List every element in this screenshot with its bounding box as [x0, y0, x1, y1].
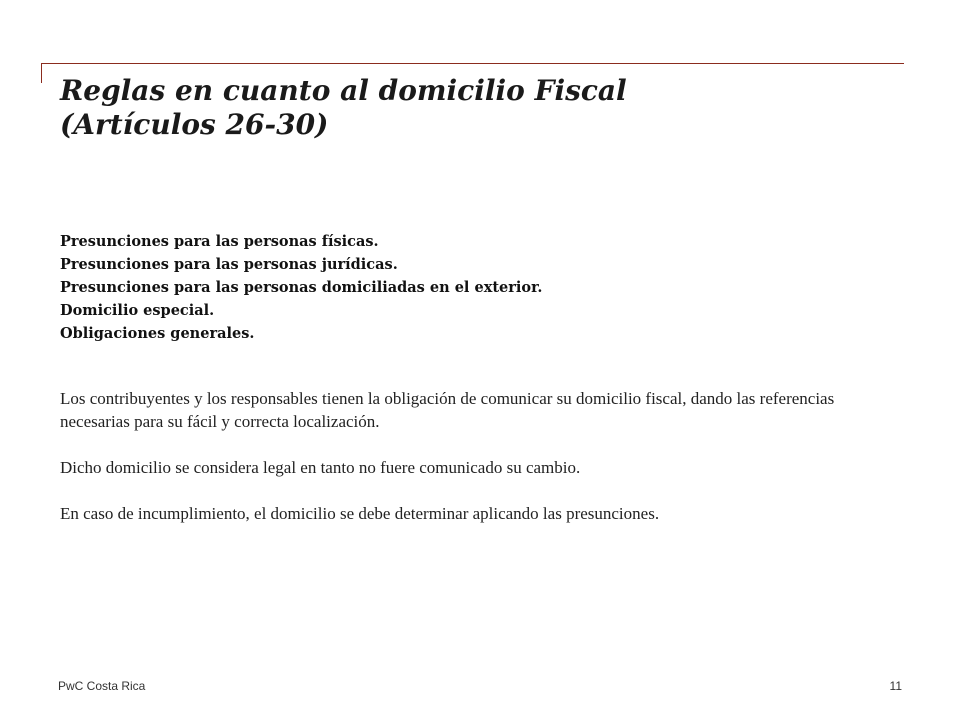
paragraph-obligation: Los contribuyentes y los responsables tienen la obligación de comunicar su domicilio fiscal, dando las referencias necesarias para su fácil y correcta localización. [60, 389, 835, 431]
slide-title-line-2: (Artículos 26-30) [60, 108, 329, 141]
page-number: 11 [889, 679, 902, 693]
presumptions-list [60, 230, 542, 345]
footer-company: PwC Costa Rica [58, 679, 146, 693]
list-item: Domicilio especial. [60, 302, 215, 319]
header-rule-corner [41, 63, 42, 83]
paragraph-legal: Dicho domicilio se considera legal en tanto no fuere comunicado su cambio. [60, 458, 581, 477]
header-rule [41, 63, 904, 64]
slide-title-line-1: Reglas en cuanto al domicilio Fiscal [60, 74, 627, 107]
list-item: Presunciones para las personas físicas. [60, 233, 379, 250]
list-item: Obligaciones generales. [60, 325, 255, 342]
list-item: Presunciones para las personas domiciliadas en el exterior. [60, 279, 543, 296]
paragraph-noncompliance: En caso de incumplimiento, el domicilio se debe determinar aplicando las presunciones. [60, 504, 660, 523]
body-text [60, 387, 905, 548]
slide-title [60, 74, 627, 142]
list-item: Presunciones para las personas jurídicas. [60, 256, 398, 273]
